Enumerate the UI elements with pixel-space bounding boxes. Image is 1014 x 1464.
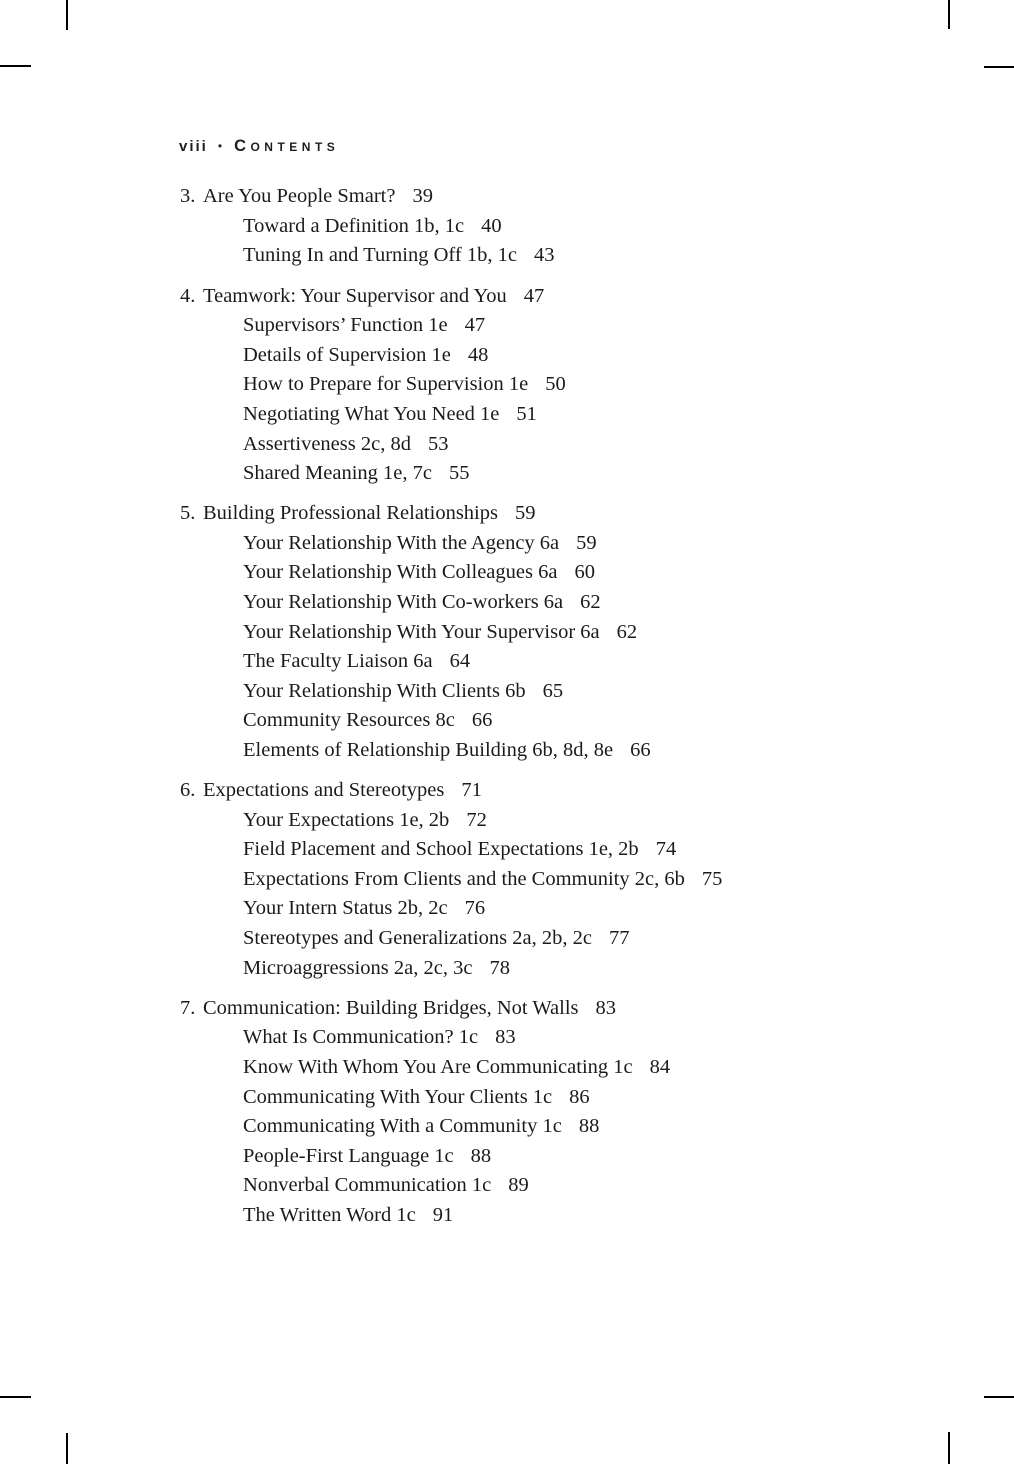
- chapter-page-number: 39: [412, 185, 433, 208]
- toc-item-line: [180, 1201, 820, 1231]
- item-page-number: 62: [616, 620, 638, 643]
- item-title: The Faculty Liaison 6a: [243, 650, 433, 673]
- item-title: Assertiveness 2c, 8d: [243, 432, 411, 455]
- item-page-number: 89: [508, 1174, 529, 1197]
- item-title: Nonverbal Communication 1c: [243, 1174, 492, 1197]
- item-title: Your Relationship With Colleagues 6a: [243, 561, 558, 584]
- chapter-page-number: 71: [461, 779, 482, 802]
- item-page-number: 59: [576, 531, 597, 554]
- toc-item-line: [180, 429, 820, 459]
- chapter-page-number: 47: [523, 284, 545, 307]
- chapter-title: Expectations and Stereotypes: [203, 779, 445, 802]
- item-title: Your Relationship With Co-workers 6a: [243, 591, 564, 614]
- item-title: Details of Supervision 1e: [243, 343, 451, 366]
- chapter-page-number: 59: [514, 502, 536, 525]
- toc-item-line: [180, 894, 820, 924]
- chapter-number: 6.: [180, 779, 196, 802]
- item-page-number: 53: [427, 432, 449, 455]
- crop-mark-bottom-left-horizontal: [0, 1396, 31, 1398]
- toc-item-line: [180, 647, 820, 677]
- chapter-number: 3.: [180, 185, 196, 208]
- toc-chapter-line: [180, 281, 820, 311]
- table-of-contents: [180, 182, 820, 1241]
- crop-mark-bottom-right-vertical: [948, 1432, 950, 1464]
- toc-section: [180, 776, 820, 983]
- item-title: Stereotypes and Generalizations 2a, 2b, 2c: [243, 927, 592, 950]
- toc-item-line: [180, 706, 820, 736]
- toc-section: [180, 281, 820, 488]
- crop-mark-top-left-horizontal: [0, 65, 31, 67]
- crop-mark-top-right-horizontal: [984, 66, 1014, 68]
- chapter-title: Are You People Smart?: [203, 185, 396, 208]
- toc-item-line: [180, 1141, 820, 1171]
- toc-item-line: [180, 805, 820, 835]
- item-page-number: 40: [481, 214, 502, 237]
- toc-chapter-line: [180, 182, 820, 212]
- running-head: [179, 137, 339, 156]
- chapter-number: 7.: [180, 996, 196, 1019]
- toc-item-line: [180, 529, 820, 559]
- toc-item-line: [180, 558, 820, 588]
- toc-item-line: [180, 311, 820, 341]
- toc-item-line: [180, 370, 820, 400]
- toc-item-line: [180, 865, 820, 895]
- item-title: Your Relationship With the Agency 6a: [243, 531, 560, 554]
- toc-chapter-line: [180, 993, 820, 1023]
- item-title: The Written Word 1c: [243, 1203, 416, 1226]
- item-title: Community Resources 8c: [243, 709, 455, 732]
- toc-item-line: [180, 677, 820, 707]
- item-page-number: 66: [471, 709, 493, 732]
- item-page-number: 91: [432, 1203, 454, 1226]
- item-page-number: 88: [578, 1115, 600, 1138]
- crop-mark-top-right-vertical: [948, 0, 950, 29]
- chapter-title: Communication: Building Bridges, Not Walls: [203, 996, 579, 1019]
- item-page-number: 60: [574, 561, 595, 584]
- toc-item-line: [180, 459, 820, 489]
- item-page-number: 55: [449, 462, 470, 485]
- item-title: Your Intern Status 2b, 2c: [243, 897, 448, 920]
- item-page-number: 62: [580, 591, 601, 614]
- toc-chapter-line: [180, 776, 820, 806]
- chapter-title: Teamwork: Your Supervisor and You: [203, 284, 507, 307]
- toc-item-line: [180, 953, 820, 983]
- bullet-separator-icon: •: [217, 138, 223, 153]
- item-title: Communicating With a Community 1c: [243, 1115, 562, 1138]
- item-title: Field Placement and School Expectations 1e, 2b: [243, 838, 639, 861]
- crop-mark-bottom-left-vertical: [66, 1433, 68, 1464]
- toc-item-line: [180, 617, 820, 647]
- toc-item-line: [180, 1082, 820, 1112]
- item-page-number: 72: [466, 808, 487, 831]
- toc-item-line: [180, 1171, 820, 1201]
- item-page-number: 88: [470, 1144, 492, 1167]
- item-page-number: 83: [495, 1026, 516, 1049]
- item-title: Supervisors’ Function 1e: [243, 314, 448, 337]
- toc-item-line: [180, 340, 820, 370]
- toc-item-line: [180, 241, 820, 271]
- item-title: Know With Whom You Are Communicating 1c: [243, 1055, 633, 1078]
- item-page-number: 47: [464, 314, 486, 337]
- toc-item-line: [180, 736, 820, 766]
- item-page-number: 74: [655, 838, 677, 861]
- toc-item-line: [180, 588, 820, 618]
- toc-chapter-line: [180, 499, 820, 529]
- item-title: How to Prepare for Supervision 1e: [243, 373, 529, 396]
- chapter-page-number: 83: [595, 996, 617, 1019]
- item-title: Expectations From Clients and the Community 2c, 6b: [243, 867, 685, 890]
- chapter-number: 4.: [180, 284, 196, 307]
- running-head-title: Contents: [234, 137, 340, 155]
- toc-item-line: [180, 400, 820, 430]
- item-page-number: 75: [701, 867, 723, 890]
- item-page-number: 65: [542, 679, 564, 702]
- item-title: Elements of Relationship Building 6b, 8d, 8e: [243, 738, 614, 761]
- item-title: What Is Communication? 1c: [243, 1026, 479, 1049]
- item-title: People-First Language 1c: [243, 1144, 454, 1167]
- item-page-number: 86: [569, 1085, 590, 1108]
- page-folio: viii: [179, 138, 208, 155]
- crop-mark-top-left-vertical: [66, 0, 68, 30]
- item-page-number: 84: [649, 1055, 671, 1078]
- item-title: Shared Meaning 1e, 7c: [243, 462, 432, 485]
- item-title: Your Expectations 1e, 2b: [243, 808, 450, 831]
- item-page-number: 77: [608, 927, 630, 950]
- chapter-number: 5.: [180, 502, 196, 525]
- item-title: Toward a Definition 1b, 1c: [243, 214, 465, 237]
- item-title: Your Relationship With Clients 6b: [243, 679, 526, 702]
- item-page-number: 76: [464, 897, 486, 920]
- item-page-number: 50: [545, 373, 566, 396]
- item-page-number: 48: [467, 343, 489, 366]
- toc-section: [180, 993, 820, 1230]
- toc-item-line: [180, 1053, 820, 1083]
- toc-item-line: [180, 835, 820, 865]
- toc-section: [180, 499, 820, 765]
- item-title: Negotiating What You Need 1e: [243, 402, 500, 425]
- toc-item-line: [180, 1112, 820, 1142]
- item-title: Tuning In and Turning Off 1b, 1c: [243, 244, 517, 267]
- item-title: Communicating With Your Clients 1c: [243, 1085, 553, 1108]
- item-page-number: 66: [630, 738, 651, 761]
- item-page-number: 51: [516, 402, 537, 425]
- item-title: Your Relationship With Your Supervisor 6a: [243, 620, 600, 643]
- item-title: Microaggressions 2a, 2c, 3c: [243, 956, 473, 979]
- item-page-number: 43: [533, 244, 555, 267]
- chapter-title: Building Professional Relationships: [203, 502, 498, 525]
- toc-item-line: [180, 924, 820, 954]
- item-page-number: 64: [449, 650, 471, 673]
- toc-section: [180, 182, 820, 271]
- toc-item-line: [180, 1023, 820, 1053]
- item-page-number: 78: [489, 956, 510, 979]
- crop-mark-bottom-right-horizontal: [984, 1396, 1014, 1398]
- toc-item-line: [180, 212, 820, 242]
